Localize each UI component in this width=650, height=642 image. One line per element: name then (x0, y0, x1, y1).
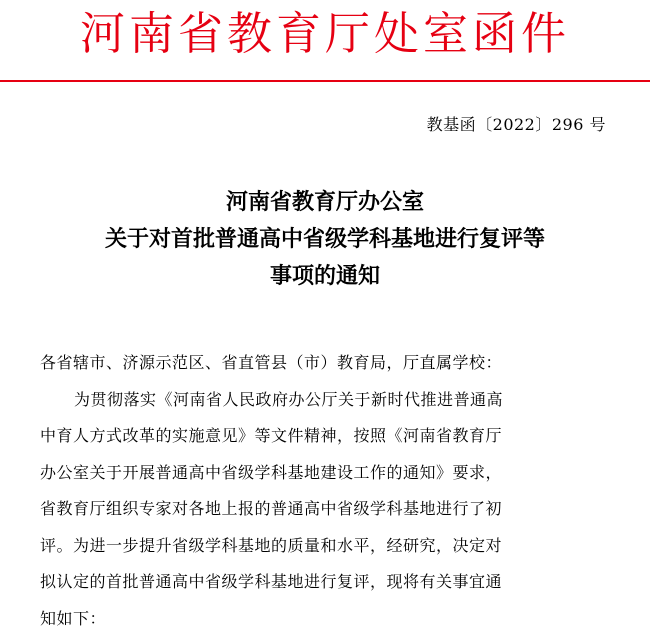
document-number: 教基函〔2022〕296 号 (426, 115, 606, 134)
title-line: 事项的通知 (269, 264, 380, 289)
paragraph-line: 中育人方式改革的实施意见》等文件精神，按照《河南省教育厅 (40, 426, 503, 445)
document-title (0, 184, 650, 295)
paragraph-line: 知如下： (40, 608, 107, 628)
document-body (40, 345, 610, 637)
paragraph-line: 办公室关于开展普通高中省级学科基地建设工作的通知》要求， (40, 462, 503, 482)
paragraph-line: 拟认定的首批普通高中省级学科基地进行复评，现将有关事宜通 (40, 572, 503, 591)
salutation: 各省辖市、济源示范区、省直管县（市）教育局，厅直属学校： (40, 353, 503, 372)
paragraph-line: 为贯彻落实《河南省人民政府办公厅关于新时代推进普通高 (74, 389, 504, 409)
masthead-title: 河南省教育厅处室函件 (79, 7, 570, 60)
paragraph-line: 评。为进一步提升省级学科基地的质量和水平，经研究，决定对 (40, 535, 503, 555)
masthead-divider (0, 80, 650, 82)
paragraph-line: 省教育厅组织专家对各地上报的普通高中省级学科基地进行了初 (40, 499, 503, 518)
body-paragraph (40, 382, 610, 638)
title-line: 关于对首批普通高中省级学科基地进行复评等 (104, 227, 545, 252)
title-line: 河南省教育厅办公室 (225, 190, 424, 215)
